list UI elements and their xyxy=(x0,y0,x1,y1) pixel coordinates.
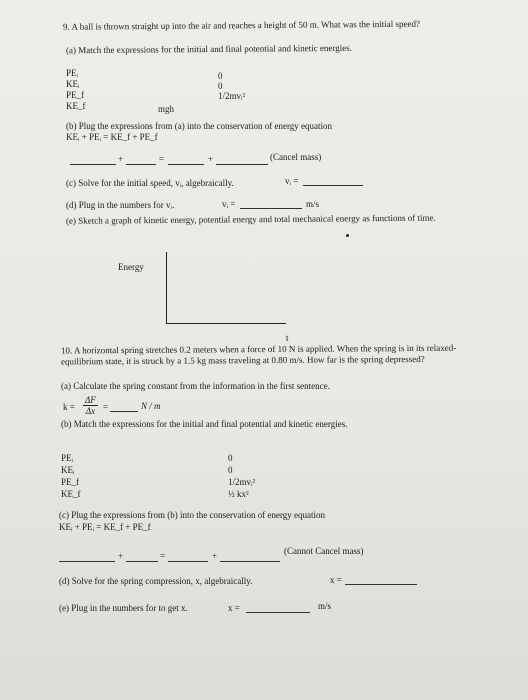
q9-option-4: mgh xyxy=(158,104,175,114)
q10-row-ke-i: KEᵢ xyxy=(61,465,75,475)
q10-plus-2: + xyxy=(212,551,218,561)
q10-d-answer[interactable] xyxy=(345,575,417,585)
q10-blank-2[interactable] xyxy=(126,552,158,562)
q9-part-b: (b) Plug the expressions from (a) into the conservation of energy equation xyxy=(66,121,333,131)
q9-graph-y-label: Energy xyxy=(118,262,144,272)
q10-option-2: 0 xyxy=(228,465,233,475)
q10-prompt: 10. A horizontal spring stretches 0.2 meters when a force of 10 N is applied. When the spring is in its relaxed-equilibrium state, it is struck by a 1.5 kg mass traveling at 0.80 m/s. How far is the spring depressed? xyxy=(60,342,457,367)
q9-blank-4[interactable] xyxy=(216,155,268,165)
q9-part-e: (e) Sketch a graph of kinetic energy, potential energy and total mechanical energy as functions of time. xyxy=(65,212,436,226)
q10-row-pe-i: PEᵢ xyxy=(61,453,73,463)
q9-prompt: 9. A ball is thrown straight up into the air and reaches a height of 50 m. What was the initial speed? xyxy=(62,18,421,32)
q9-part-a: (a) Match the expressions for the initial and final potential and kinetic energies. xyxy=(65,42,353,56)
q9-option-2: 0 xyxy=(218,81,223,91)
q10-equals: = xyxy=(160,551,166,561)
q10-row-pe-f: PE_f xyxy=(61,477,79,487)
stray-mark xyxy=(346,234,349,237)
q9-part-c: (c) Solve for the initial speed, vᵢ, algebraically. xyxy=(66,178,234,188)
q9-c-variable: vᵢ = xyxy=(285,176,299,186)
q10-blank-3[interactable] xyxy=(168,552,208,562)
q10-part-c: (c) Plug the expressions from (b) into the conservation of energy equation xyxy=(59,510,326,520)
q9-graph-y-axis xyxy=(166,252,167,324)
q10-part-d: (d) Solve for the spring compression, x, algebraically. xyxy=(59,576,253,586)
q10-option-3: 1/2mvᵢ² xyxy=(228,477,256,487)
q10-part-b: (b) Match the expressions for the initial and final potential and kinetic energies. xyxy=(61,419,348,429)
q9-equals: = xyxy=(159,154,165,164)
q10-blank-4[interactable] xyxy=(220,552,280,562)
q9-blank-3[interactable] xyxy=(168,155,204,165)
q9-option-1: 0 xyxy=(218,71,223,81)
q9-equation: KEᵢ + PEᵢ = KE_f + PE_f xyxy=(66,132,158,142)
q9-graph-x-label: t xyxy=(286,333,289,343)
q9-blank-1[interactable] xyxy=(70,155,116,165)
q10-option-1: 0 xyxy=(228,453,233,463)
q9-d-variable: vᵢ = xyxy=(222,199,236,209)
q10-part-e: (e) Plug in the numbers for to get x. xyxy=(59,603,188,613)
q9-graph-x-axis xyxy=(166,323,286,324)
q10-k-answer[interactable] xyxy=(110,402,138,412)
q10-option-4: ½ kx² xyxy=(228,489,249,499)
q10-equation: KEᵢ + PEᵢ = KE_f + PE_f xyxy=(59,522,151,532)
q9-d-unit: m/s xyxy=(306,199,320,209)
q9-blank-2[interactable] xyxy=(126,155,156,165)
q10-fraction-denominator: Δx xyxy=(85,406,96,416)
q10-part-a: (a) Calculate the spring constant from the information in the first sentence. xyxy=(61,381,330,391)
q10-e-variable: x = xyxy=(228,603,240,613)
q9-row-ke-i: KEᵢ xyxy=(66,79,80,89)
q9-c-answer[interactable] xyxy=(303,176,363,186)
q9-d-answer[interactable] xyxy=(240,199,302,209)
q10-cannot-cancel-note: (Cannot Cancel mass) xyxy=(284,546,364,556)
q9-row-pe-f: PE_f xyxy=(66,90,84,100)
q10-k-lhs: k = xyxy=(63,402,75,412)
q9-part-d: (d) Plug in the numbers for vᵢ. xyxy=(66,200,175,210)
q10-e-answer[interactable] xyxy=(246,603,310,613)
q10-blank-1[interactable] xyxy=(59,552,115,562)
q10-d-variable: x = xyxy=(330,575,342,585)
q9-cancel-mass-note: (Cancel mass) xyxy=(270,152,322,162)
q9-plus-2: + xyxy=(208,154,214,164)
q10-delta-fraction xyxy=(83,395,98,416)
q9-row-ke-f: KE_f xyxy=(66,101,86,111)
q10-row-ke-f: KE_f xyxy=(61,489,81,499)
q9-plus-1: + xyxy=(118,154,124,164)
q9-row-pe-i: PEᵢ xyxy=(66,68,78,78)
q9-option-3: 1/2mvᵢ² xyxy=(218,91,246,101)
q10-k-unit: N / m xyxy=(141,401,161,411)
q10-e-unit: m/s xyxy=(318,601,332,611)
q10-k-equals: = xyxy=(103,402,109,412)
q10-plus-1: + xyxy=(118,551,124,561)
q10-fraction-numerator: ΔF xyxy=(85,395,96,405)
